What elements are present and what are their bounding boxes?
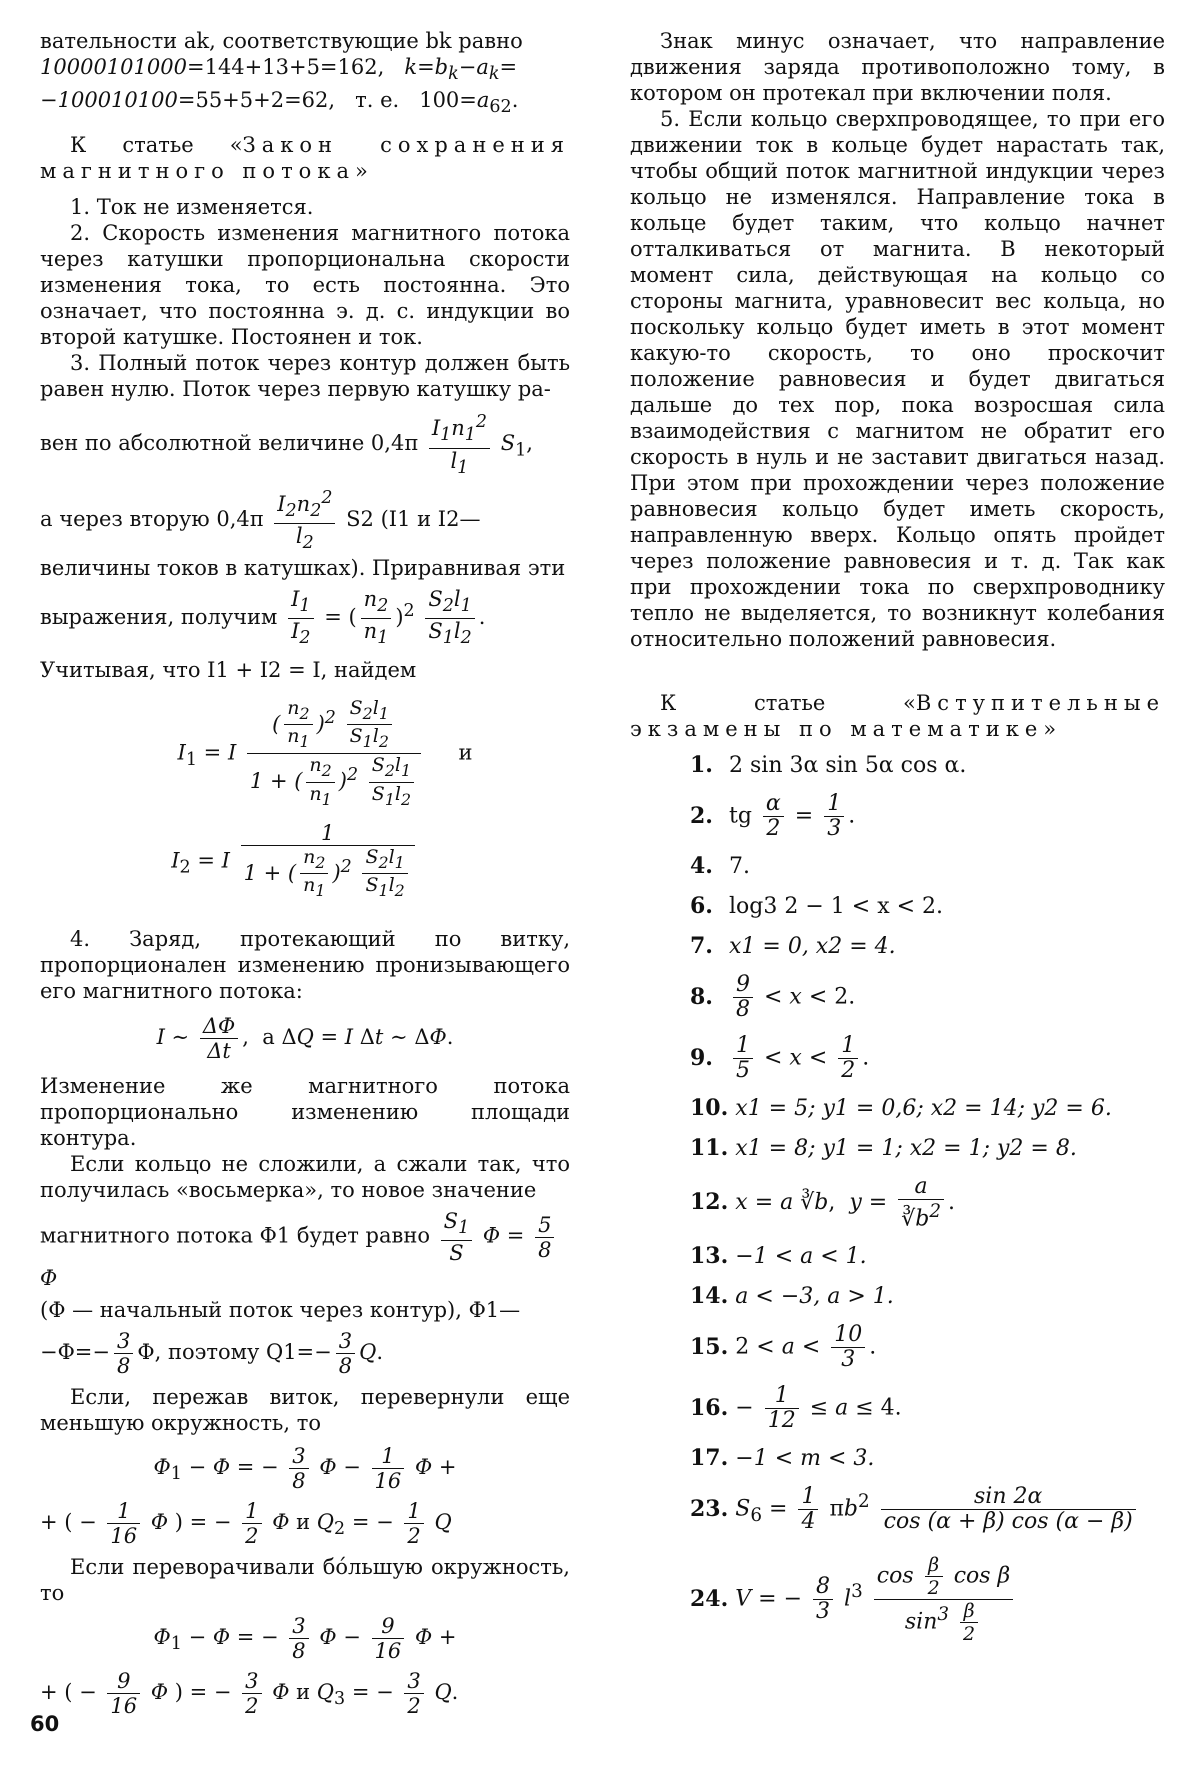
math-answer-12: 12. x = a ∛b, y = $\frac{a}{∛b^2}$ .: [690, 1174, 955, 1232]
considering-line: Учитывая, что I1 + I2 = I, найдем: [40, 657, 417, 682]
math-answer-7: 7. x1 = 0, x2 = 4.: [690, 933, 896, 959]
eq-I2: $I_2 = I$ 1 1 + ( $\frac{n_2}{n_1}$ )$^2$ $\frac{S_2l_1}{S_1l_2}$: [20, 821, 570, 903]
answer-4: 4. Заряд, протекающий по витку, пропорционален изменению пронизывающего его магнитного потока:: [40, 927, 570, 1004]
math-answer-1: 1. 2 sin 3α sin 5α cos α.: [690, 752, 967, 778]
intro-line-1: вательности ak, соответствующие bk равно: [40, 29, 523, 53]
math-answers: [630, 752, 1165, 1645]
answer-4-h: Если, пережав виток, перевернули еще меньшую окружность, то: [40, 1385, 570, 1436]
math-answer-10: 10. x1 = 5; y1 = 0,6; x2 = 14; y2 = 6.: [690, 1095, 1112, 1121]
math-answer-16: 16. − $\frac{1}{12}$ ≤ a ≤ 4.: [690, 1383, 902, 1434]
eq-Q1: −Φ=− $\frac{3}{8}$ Φ, поэтому Q1=− $\frac{3}{8}$ Q.: [40, 1329, 384, 1379]
math-answer-14: 14. a < −3, a > 1.: [690, 1283, 894, 1310]
intro-line-3: −10001010​0=55+5+2=62, т. е. $100=a_{62}$.: [40, 88, 519, 118]
answer-4-b: Изменение же магнитного потока пропорционально изменению площади контура.: [40, 1074, 570, 1151]
eq-ratio: выражения, получим $\frac{I_1}{I_2}$ = ( $\frac{n_2}{n_1}$ )$^2$ $\frac{S_2l_1}{S_1l_2}$ .: [40, 587, 486, 649]
eq-small-circle-1: $\Phi_1 - \Phi$ = − $\frac{3}{8}$ Φ − $\frac{1}{16}$ Φ +: [153, 1444, 457, 1494]
answer-4-c: Если кольцо не сложили, а сжали так, что получилась «восьмерка», то новое значение: [40, 1152, 570, 1203]
eq-small-circle-2: + ( − $\frac{1}{16}$ Φ ) = − $\frac{1}{2}$ Φ и $Q_2$ = − $\frac{1}{2}$ Q: [40, 1499, 452, 1549]
math-answer-23: 23. $S_6$ = $\frac{1}{4}$ $\pi b^2$ $\frac{\sin 2\alpha}{\cos (\alpha + \beta) \cos (\alpha - \beta)}$: [690, 1485, 1165, 1534]
answer-2: 2. Скорость изменения магнитного потока через катушки пропорциональна скорости изменения тока, то есть постоянна. Это означает, что постоянна э. д. с. индукции во второй катушке. Постоянен и ток.: [40, 221, 570, 350]
answer-4-i: Если переворачивали бóльшую окружность, то: [40, 1555, 570, 1606]
eq-flux-2: а через вторую 0,4π $\frac{I_2n_2^2}{l_2}$ S2 (I1 и I2—величины токов в катушках). Приравнивая эти: [40, 487, 566, 581]
math-answer-6: 6. log3 2 − 1 < x < 2.: [690, 893, 944, 919]
math-answer-8: 8. $\frac{9}{8}$ < x < 2.: [690, 972, 856, 1022]
section-heading-math: К статье «Вступительные экзамены по математике»: [630, 691, 1165, 741]
math-answer-9: 9. $\frac{1}{5}$ < x < $\frac{1}{2}$ .: [690, 1033, 870, 1083]
right-column: [630, 28, 1165, 1657]
intro-line-2: 10000101000=144+13+5=162, $k=b_k-a_k=$: [40, 55, 518, 85]
math-answer-24: 24. V = − $\frac{8}{3}$ $l^3$ cos $\frac{\beta}{2}$ cos β $\sin^3$ $\frac{\beta}{2}$: [690, 1554, 1165, 1645]
eq-flux-1: вен по абсолютной величине 0,4π $\frac{I_1n_1^2}{l_1}$ $S_1$,: [40, 412, 533, 478]
section-heading-flux: К статье «Закон сохранения магнитного потока»: [40, 133, 570, 184]
minus-sign-paragraph: Знак минус означает, что направление движения заряда противоположно тому, в котором он протекал при включении поля.: [630, 29, 1165, 105]
eq-charge: I ∼ $\frac{\Delta\Phi}{\Delta t}$ , а ΔQ = I Δt ∼ ΔΦ.: [156, 1014, 454, 1064]
answer-3: 3. Полный поток через контур должен быть равен нулю. Поток через первую катушку ра-: [40, 351, 570, 402]
eq-big-circle-2: + ( − $\frac{9}{16}$ Φ ) = − $\frac{3}{2}$ Φ и $Q_3$ = − $\frac{3}{2}$ Q.: [40, 1669, 459, 1719]
math-answer-17: 17. −1 < m < 3.: [690, 1445, 875, 1472]
page-number: 60: [30, 1712, 60, 1736]
answer-5: 5. Если кольцо сверхпроводящее, то при его движении ток в кольце будет нарастать так, чтобы общий поток магнитной индукции через кольцо не изменялся. Направление тока в кольце будет таким, что кольцо начнет отталкиваться от магнита. В некоторый момент сила, действующая на кольцо со стороны магнита, уравновесит вес кольца, но поскольку кольцо будет иметь в этот момент какую-то скорость, то оно проскочит положение равновесия и будет двигаться дальше до тех пор, пока возросшая сила взаимодействия с магнитом не обратит его скорость в нуль и не заставит двигаться назад. При этом при прохождении через положение равновесия кольцо будет иметь скорость, направленную вверх. Кольцо опять пройдет через положение равновесия и т. д. Так как при прохождении тока по сверхпроводнику тепло не выделяется, то возникнут колебания относительно положений равновесия.: [630, 107, 1165, 651]
eq-figure-eight: магнитного потока Φ1 будет равно $\frac{S_1}{S}$ Φ = $\frac{5}{8}$ Φ: [40, 1209, 570, 1291]
answer-1: 1. Ток не изменяется.: [70, 195, 314, 220]
math-answer-4: 4. 7.: [690, 853, 750, 879]
math-answer-13: 13. −1 < a < 1.: [690, 1243, 867, 1270]
math-answer-11: 11. x1 = 8; y1 = 1; x2 = 1; y2 = 8.: [690, 1135, 1077, 1161]
eq-big-circle-1: $\Phi_1 - \Phi$ = − $\frac{3}{8}$ Φ − $\frac{9}{16}$ Φ +: [153, 1614, 457, 1664]
math-answer-2: 2. tg $\frac{\alpha}{2}$ = $\frac{1}{3}$ .: [690, 791, 856, 841]
eq-I1: $I_1 = I$ ( $\frac{n_2}{n_1}$ )$^2$ $\frac{S_2l_1}{S_1l_2}$ 1 + ( $\frac{n_2}{n_1}$ )$^2$ $\frac{S_2l_1}{S_1l_2}$ и: [177, 696, 473, 809]
math-answer-15: 15. 2 < a < $\frac{10}{3}$ .: [690, 1322, 877, 1373]
left-column: [40, 28, 570, 1724]
answer-4-e: (Φ — начальный поток через контур), Φ1—: [40, 1298, 521, 1323]
